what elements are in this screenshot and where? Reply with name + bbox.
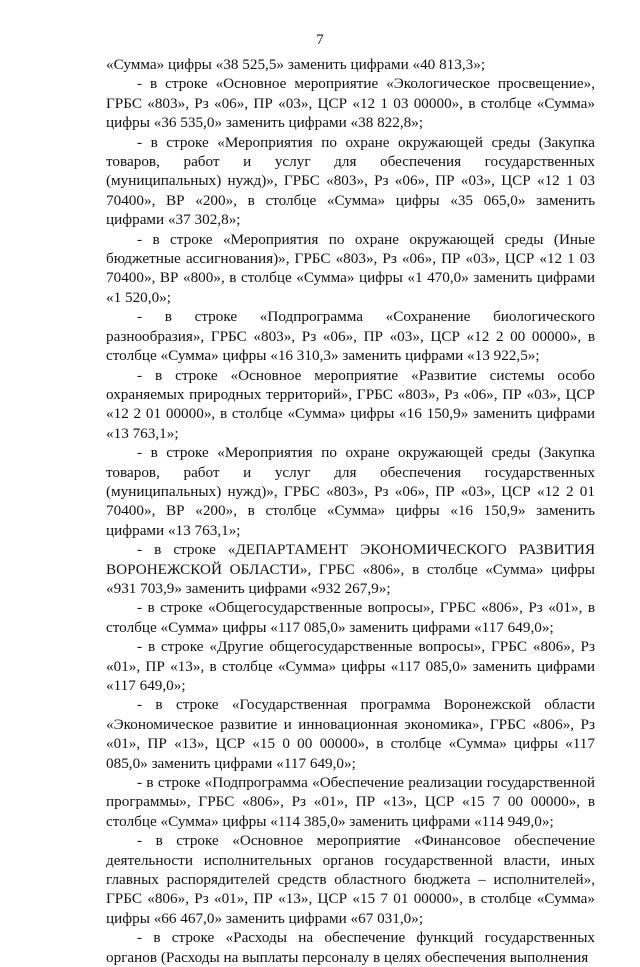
paragraph-14: - в строке «Расходы на обеспечение функций государственных органов (Расходы на выплаты персоналу в целях обеспечения выполнения — [106, 929, 595, 966]
paragraph-9: - в строке «Общегосударственные вопросы», ГРБС «806», Рз «01», в столбце «Сумма» цифры «117 085,0» заменить цифрами «117 649,0»; — [106, 599, 595, 636]
paragraph-4: - в строке «Мероприятия по охране окружающей среды (Иные бюджетные ассигнования)», ГРБС «803», Рз «06», ПР «03», ЦСР «12 1 03 70400», ВР «800», в столбце «Сумма» цифры «1 470,0» заменить цифрами «1 520,0»; — [106, 230, 595, 306]
paragraph-13: - в строке «Основное мероприятие «Финансовое обеспечение деятельности исполнительных органов государственной власти, иных главных распорядителей средств областного бюджета – исполнителей», ГРБС «806», Рз «01», ПР «13», ЦСР «15 7 01 00000», в столбце «Сумма» цифры «66 467,0» заменить цифрами «67 031,0»; — [106, 832, 595, 927]
paragraph-12: - в строке «Подпрограмма «Обеспечение реализации государственной программы», ГРБС «806», Рз «01», ПР «13», ЦСР «15 7 00 00000», в столбце «Сумма» цифры «114 385,0» заменить цифрами «114 949,0»; — [106, 774, 595, 830]
paragraph-1: «Сумма» цифры «38 525,5» заменить цифрами «40 813,3»; — [106, 56, 486, 73]
paragraph-8: - в строке «ДЕПАРТАМЕНТ ЭКОНОМИЧЕСКОГО РАЗВИТИЯ ВОРОНЕЖСКОЙ ОБЛАСТИ», ГРБС «806», в столбце «Сумма» цифры «931 703,9» заменить цифрами «932 267,9»; — [106, 541, 595, 597]
paragraph-2: - в строке «Основное мероприятие «Экологическое просвещение», ГРБС «803», Рз «06», ПР «03», ЦСР «12 1 03 00000», в столбце «Сумма» цифры «36 535,0» заменить цифрами «38 822,8»; — [106, 75, 595, 132]
paragraph-5: - в строке «Подпрограмма «Сохранение биологического разнообразия», ГРБС «803», Рз «06», ПР «03», ЦСР «12 2 00 00000», в столбце «Сумма» цифры «16 310,3» заменить цифрами «13 922,5»; — [106, 308, 595, 365]
document-body — [106, 55, 595, 967]
paragraph-11: - в строке «Государственная программа Воронежской области «Экономическое развитие и инновационная экономика», ГРБС «806», Рз «01», ПР «13», ЦСР «15 0 00 00000», в столбце «Сумма» цифры «117 085,0» заменить цифрами «117 649,0»; — [106, 696, 595, 772]
page-number: 7 — [316, 32, 324, 48]
paragraph-3: - в строке «Мероприятия по охране окружающей среды (Закупка товаров, работ и услуг для обеспечения государственных (муниципальных) нужд)», ГРБС «803», Рз «06», ПР «03», ЦСР «12 1 03 70400», ВР «200», в столбце «Сумма» цифры «35 065,0» заменить цифрами «37 302,8»; — [106, 133, 595, 229]
paragraph-7: - в строке «Мероприятия по охране окружающей среды (Закупка товаров, работ и услуг для обеспечения государственных (муниципальных) нужд)», ГРБС «803», Рз «06», ПР «03», ЦСР «12 2 01 70400», ВР «200», в столбце «Сумма» цифры «16 150,9» заменить цифрами «13 763,1»; — [106, 444, 595, 539]
paragraph-6: - в строке «Основное мероприятие «Развитие системы особо охраняемых природных территорий», ГРБС «803», Рз «06», ПР «03», ЦСР «12 2 01 00000», в столбце «Сумма» цифры «16 150,9» заменить цифрами «13 763,1»; — [106, 366, 595, 442]
paragraph-10: - в строке «Другие общегосударственные вопросы», ГРБС «806», Рз «01», ПР «13», в столбце «Сумма» цифры «117 085,0» заменить цифрами «117 649,0»; — [106, 638, 595, 694]
